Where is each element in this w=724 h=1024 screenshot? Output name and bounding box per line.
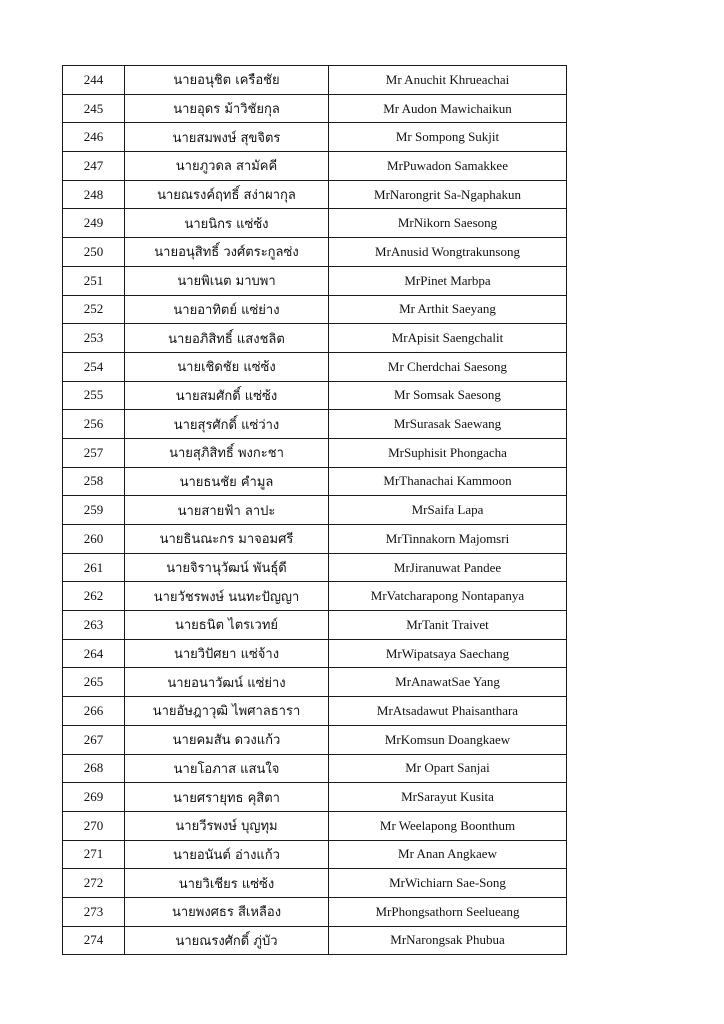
english-name-cell: MrKomsun Doangkaew bbox=[329, 725, 567, 754]
row-number-cell: 255 bbox=[63, 381, 125, 410]
thai-name-cell: นายศรายุทธ คุสิตา bbox=[125, 783, 329, 812]
table-row bbox=[63, 324, 567, 353]
table-row bbox=[63, 783, 567, 812]
english-name-cell: MrAnusid Wongtrakunsong bbox=[329, 238, 567, 267]
row-number-cell: 250 bbox=[63, 238, 125, 267]
row-number-cell: 264 bbox=[63, 639, 125, 668]
english-name-cell: MrAnawatSae Yang bbox=[329, 668, 567, 697]
row-number-cell: 253 bbox=[63, 324, 125, 353]
row-number-cell: 260 bbox=[63, 525, 125, 554]
english-name-cell: MrAtsadawut Phaisanthara bbox=[329, 697, 567, 726]
table-row bbox=[63, 639, 567, 668]
thai-name-cell: นายจิรานุวัฒน์ พันธุ์ดี bbox=[125, 553, 329, 582]
thai-name-cell: นายวีรพงษ์ บุญทุม bbox=[125, 811, 329, 840]
table-row bbox=[63, 496, 567, 525]
english-name-cell: Mr Anan Angkaew bbox=[329, 840, 567, 869]
table-row bbox=[63, 295, 567, 324]
table-row bbox=[63, 238, 567, 267]
english-name-cell: MrVatcharapong Nontapanya bbox=[329, 582, 567, 611]
thai-name-cell: นายวัชรพงษ์ นนทะปัญญา bbox=[125, 582, 329, 611]
row-number-cell: 247 bbox=[63, 152, 125, 181]
english-name-cell: MrWipatsaya Saechang bbox=[329, 639, 567, 668]
row-number-cell: 249 bbox=[63, 209, 125, 238]
thai-name-cell: นายณรงศักดิ์ ภู่บัว bbox=[125, 926, 329, 955]
english-name-cell: MrPhongsathorn Seelueang bbox=[329, 897, 567, 926]
table-row bbox=[63, 582, 567, 611]
thai-name-cell: นายธนิต ไตรเวทย์ bbox=[125, 611, 329, 640]
table-row bbox=[63, 266, 567, 295]
table-row bbox=[63, 467, 567, 496]
table-row bbox=[63, 180, 567, 209]
english-name-cell: MrThanachai Kammoon bbox=[329, 467, 567, 496]
thai-name-cell: นายอาทิตย์ แซ่ย่าง bbox=[125, 295, 329, 324]
table-row bbox=[63, 352, 567, 381]
thai-name-cell: นายสมพงษ์ สุขจิตร bbox=[125, 123, 329, 152]
row-number-cell: 269 bbox=[63, 783, 125, 812]
row-number-cell: 257 bbox=[63, 438, 125, 467]
english-name-cell: MrWichiarn Sae-Song bbox=[329, 869, 567, 898]
table-row bbox=[63, 697, 567, 726]
row-number-cell: 265 bbox=[63, 668, 125, 697]
row-number-cell: 259 bbox=[63, 496, 125, 525]
thai-name-cell: นายพงศธร สีเหลือง bbox=[125, 897, 329, 926]
row-number-cell: 248 bbox=[63, 180, 125, 209]
thai-name-cell: นายสายฟ้า ลาปะ bbox=[125, 496, 329, 525]
row-number-cell: 272 bbox=[63, 869, 125, 898]
thai-name-cell: นายอนุสิทธิ์ วงศ์ตระกูลซ่ง bbox=[125, 238, 329, 267]
english-name-cell: MrSuphisit Phongacha bbox=[329, 438, 567, 467]
table-row bbox=[63, 754, 567, 783]
table-row bbox=[63, 94, 567, 123]
table-row bbox=[63, 209, 567, 238]
english-name-cell: Mr Opart Sanjai bbox=[329, 754, 567, 783]
english-name-cell: Mr Audon Mawichaikun bbox=[329, 94, 567, 123]
thai-name-cell: นายภูวดล สามัคคี bbox=[125, 152, 329, 181]
table-row bbox=[63, 840, 567, 869]
thai-name-cell: นายอนันต์ อ่างแก้ว bbox=[125, 840, 329, 869]
thai-name-cell: นายอัษฎาวุฒิ ไพศาลธารา bbox=[125, 697, 329, 726]
table-row bbox=[63, 725, 567, 754]
table-row bbox=[63, 525, 567, 554]
table-row bbox=[63, 926, 567, 955]
english-name-cell: Mr Weelapong Boonthum bbox=[329, 811, 567, 840]
table-row bbox=[63, 869, 567, 898]
row-number-cell: 258 bbox=[63, 467, 125, 496]
row-number-cell: 246 bbox=[63, 123, 125, 152]
row-number-cell: 274 bbox=[63, 926, 125, 955]
row-number-cell: 256 bbox=[63, 410, 125, 439]
thai-name-cell: นายธินณะกร มาจอมศรี bbox=[125, 525, 329, 554]
english-name-cell: MrJiranuwat Pandee bbox=[329, 553, 567, 582]
table-row bbox=[63, 811, 567, 840]
row-number-cell: 266 bbox=[63, 697, 125, 726]
english-name-cell: Mr Anuchit Khrueachai bbox=[329, 66, 567, 95]
row-number-cell: 268 bbox=[63, 754, 125, 783]
thai-name-cell: นายนิกร แซ่ซ้ง bbox=[125, 209, 329, 238]
table-row bbox=[63, 668, 567, 697]
thai-name-cell: นายพิเนต มาบพา bbox=[125, 266, 329, 295]
english-name-cell: MrTanit Traivet bbox=[329, 611, 567, 640]
table-row bbox=[63, 438, 567, 467]
english-name-cell: Mr Somsak Saesong bbox=[329, 381, 567, 410]
english-name-cell: MrPinet Marbpa bbox=[329, 266, 567, 295]
roster-body bbox=[63, 66, 567, 955]
table-row bbox=[63, 66, 567, 95]
thai-name-cell: นายสมศักดิ์ แซ่ซ้ง bbox=[125, 381, 329, 410]
thai-name-cell: นายวิปัศยา แซ่จ้าง bbox=[125, 639, 329, 668]
english-name-cell: MrTinnakorn Majomsri bbox=[329, 525, 567, 554]
english-name-cell: Mr Sompong Sukjit bbox=[329, 123, 567, 152]
row-number-cell: 263 bbox=[63, 611, 125, 640]
thai-name-cell: นายอุดร ม้าวิชัยกุล bbox=[125, 94, 329, 123]
english-name-cell: MrSaifa Lapa bbox=[329, 496, 567, 525]
english-name-cell: Mr Arthit Saeyang bbox=[329, 295, 567, 324]
thai-name-cell: นายอภิสิทธิ์ แสงชลิต bbox=[125, 324, 329, 353]
name-roster-table bbox=[62, 65, 567, 955]
thai-name-cell: นายธนชัย คำมูล bbox=[125, 467, 329, 496]
row-number-cell: 252 bbox=[63, 295, 125, 324]
thai-name-cell: นายอนุชิต เครือชัย bbox=[125, 66, 329, 95]
english-name-cell: MrNikorn Saesong bbox=[329, 209, 567, 238]
row-number-cell: 262 bbox=[63, 582, 125, 611]
table-row bbox=[63, 152, 567, 181]
thai-name-cell: นายคมสัน ดวงแก้ว bbox=[125, 725, 329, 754]
table-row bbox=[63, 611, 567, 640]
thai-name-cell: นายณรงค์ฤทธิ์ สง่าผากุล bbox=[125, 180, 329, 209]
thai-name-cell: นายสุภิสิทธิ์ พงกะชา bbox=[125, 438, 329, 467]
english-name-cell: MrApisit Saengchalit bbox=[329, 324, 567, 353]
english-name-cell: MrSarayut Kusita bbox=[329, 783, 567, 812]
row-number-cell: 273 bbox=[63, 897, 125, 926]
english-name-cell: MrSurasak Saewang bbox=[329, 410, 567, 439]
table-row bbox=[63, 897, 567, 926]
row-number-cell: 251 bbox=[63, 266, 125, 295]
english-name-cell: MrPuwadon Samakkee bbox=[329, 152, 567, 181]
thai-name-cell: นายวิเชียร แซ่ซ้ง bbox=[125, 869, 329, 898]
table-row bbox=[63, 381, 567, 410]
thai-name-cell: นายสุรศักดิ์ แซ่ว่าง bbox=[125, 410, 329, 439]
row-number-cell: 267 bbox=[63, 725, 125, 754]
row-number-cell: 254 bbox=[63, 352, 125, 381]
thai-name-cell: นายเชิดชัย แซ่ซ้ง bbox=[125, 352, 329, 381]
english-name-cell: Mr Cherdchai Saesong bbox=[329, 352, 567, 381]
thai-name-cell: นายโอภาส แสนใจ bbox=[125, 754, 329, 783]
english-name-cell: MrNarongrit Sa-Ngaphakun bbox=[329, 180, 567, 209]
thai-name-cell: นายอนาวัฒน์ แซ่ย่าง bbox=[125, 668, 329, 697]
english-name-cell: MrNarongsak Phubua bbox=[329, 926, 567, 955]
row-number-cell: 245 bbox=[63, 94, 125, 123]
table-row bbox=[63, 553, 567, 582]
row-number-cell: 244 bbox=[63, 66, 125, 95]
table-row bbox=[63, 123, 567, 152]
row-number-cell: 270 bbox=[63, 811, 125, 840]
row-number-cell: 271 bbox=[63, 840, 125, 869]
row-number-cell: 261 bbox=[63, 553, 125, 582]
table-row bbox=[63, 410, 567, 439]
